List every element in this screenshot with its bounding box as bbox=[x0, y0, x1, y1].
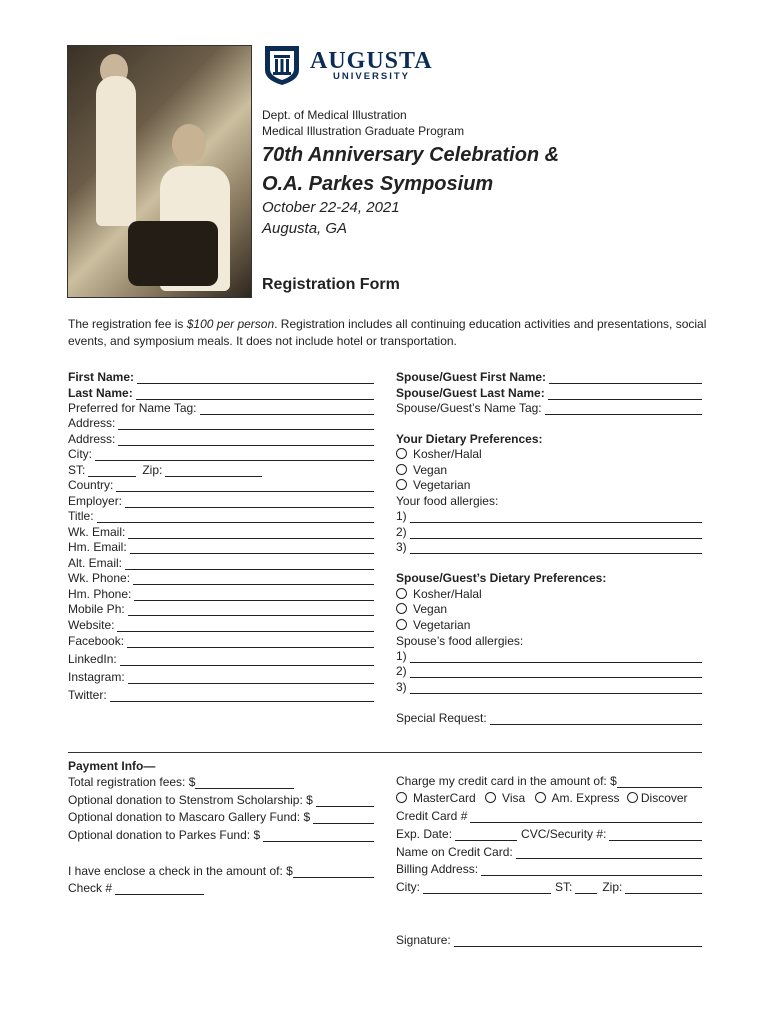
spouse-tag-label: Spouse/Guest’s Name Tag: bbox=[396, 401, 542, 415]
spouse-allergies-label: Spouse’s food allergies: bbox=[396, 634, 524, 648]
title-line-1: 70th Anniversary Celebration & bbox=[262, 144, 560, 166]
spouse-diet-heading: Spouse/Guest’s Dietary Preferences: bbox=[396, 571, 607, 585]
radio-icon bbox=[396, 479, 407, 490]
spouse-diet-vegetarian-radio[interactable] bbox=[396, 618, 470, 632]
parkes-field[interactable] bbox=[68, 828, 374, 842]
diet-vegetarian-label: Vegetarian bbox=[413, 478, 471, 492]
intro-before: The registration fee is bbox=[68, 317, 187, 331]
country-label: Country: bbox=[68, 478, 114, 492]
intro-after: . Registration includes all continuing education activities and presentations, social events, and symposium meals. It does not include hotel or transportation. bbox=[68, 317, 707, 348]
allergy-3-field[interactable] bbox=[396, 540, 702, 554]
title-label: Title: bbox=[68, 509, 94, 523]
employer-label: Employer: bbox=[68, 494, 123, 508]
visa-label: Visa bbox=[502, 791, 526, 805]
special-request-label: Special Request: bbox=[396, 711, 487, 725]
linkedin-field[interactable] bbox=[68, 652, 374, 666]
wk-email-field[interactable] bbox=[68, 525, 374, 539]
first-name-field[interactable] bbox=[68, 370, 374, 384]
spouse-first-label: Spouse/Guest First Name: bbox=[396, 370, 547, 384]
spouse-last-field[interactable] bbox=[396, 386, 702, 400]
instagram-label: Instagram: bbox=[68, 670, 125, 684]
discover-label: Discover bbox=[640, 791, 688, 805]
spouse-allergy-3-field[interactable] bbox=[396, 680, 702, 694]
billing-address-field[interactable] bbox=[396, 862, 702, 876]
spouse-allergy-1-field[interactable] bbox=[396, 649, 702, 663]
radio-icon bbox=[396, 619, 407, 630]
spouse-allergy-2-label: 2) bbox=[396, 664, 407, 678]
st-label: ST: bbox=[68, 463, 86, 477]
name-tag-field[interactable] bbox=[68, 401, 374, 415]
radio-icon bbox=[535, 792, 546, 803]
visa-radio[interactable] bbox=[485, 791, 525, 805]
credit-card-number-field[interactable] bbox=[396, 809, 702, 823]
section-divider bbox=[68, 752, 702, 753]
exp-date-label: Exp. Date: bbox=[396, 827, 453, 841]
diet-kosher-radio[interactable] bbox=[396, 447, 482, 461]
name-on-card-field[interactable] bbox=[396, 845, 702, 859]
spouse-diet-vegetarian-label: Vegetarian bbox=[413, 618, 471, 632]
employer-field[interactable] bbox=[68, 494, 374, 508]
signature-field[interactable] bbox=[396, 933, 702, 947]
website-label: Website: bbox=[68, 618, 115, 632]
hm-email-label: Hm. Email: bbox=[68, 540, 127, 554]
check-amount-field[interactable] bbox=[68, 864, 374, 878]
dept-name: Dept. of Medical Illustration bbox=[262, 108, 407, 122]
diet-vegetarian-radio[interactable] bbox=[396, 478, 470, 492]
alt-email-label: Alt. Email: bbox=[68, 556, 123, 570]
facebook-field[interactable] bbox=[68, 634, 374, 648]
address2-field[interactable] bbox=[68, 432, 374, 446]
first-name-label: First Name: bbox=[68, 370, 135, 384]
augusta-shield-logo bbox=[263, 44, 301, 86]
title-field[interactable] bbox=[68, 509, 374, 523]
form-title: Registration Form bbox=[262, 276, 400, 293]
allergy-2-field[interactable] bbox=[396, 525, 702, 539]
spouse-diet-kosher-label: Kosher/Halal bbox=[413, 587, 482, 601]
mobile-label: Mobile Ph: bbox=[68, 602, 125, 616]
total-fees-field[interactable] bbox=[68, 775, 294, 789]
charge-amount-label: Charge my credit card in the amount of: $ bbox=[396, 774, 617, 788]
spouse-diet-vegan-label: Vegan bbox=[413, 602, 448, 616]
payment-heading: Payment Info— bbox=[68, 759, 156, 773]
allergy-1-label: 1) bbox=[396, 509, 407, 523]
signature-label: Signature: bbox=[396, 933, 451, 947]
mobile-field[interactable] bbox=[68, 602, 374, 616]
zip-label: Zip: bbox=[142, 463, 163, 477]
website-field[interactable] bbox=[68, 618, 374, 632]
linkedin-label: LinkedIn: bbox=[68, 652, 117, 666]
wk-email-label: Wk. Email: bbox=[68, 525, 126, 539]
program-name: Medical Illustration Graduate Program bbox=[262, 124, 465, 138]
allergies-label: Your food allergies: bbox=[396, 494, 499, 508]
amex-label: Am. Express bbox=[551, 791, 620, 805]
stenstrom-label: Optional donation to Stenstrom Scholarship: $ bbox=[68, 793, 313, 807]
spouse-allergy-2-field[interactable] bbox=[396, 664, 702, 678]
historic-photo bbox=[67, 45, 252, 298]
diet-vegan-label: Vegan bbox=[413, 463, 448, 477]
mastercard-label: MasterCard bbox=[413, 791, 476, 805]
spouse-first-field[interactable] bbox=[396, 370, 702, 384]
exp-cvc-field[interactable] bbox=[396, 827, 702, 841]
spouse-allergy-1-label: 1) bbox=[396, 649, 407, 663]
radio-icon bbox=[396, 603, 407, 614]
spouse-last-label: Spouse/Guest Last Name: bbox=[396, 386, 545, 400]
check-number-label: Check # bbox=[68, 881, 113, 895]
instagram-field[interactable] bbox=[68, 670, 374, 684]
radio-icon bbox=[396, 464, 407, 475]
billing-st-label: ST: bbox=[555, 880, 573, 894]
intro-fee: $100 per person bbox=[186, 317, 275, 331]
diet-heading: Your Dietary Preferences: bbox=[396, 432, 543, 446]
dept-block bbox=[262, 107, 464, 139]
mascaro-field[interactable] bbox=[68, 810, 374, 824]
billing-city-label: City: bbox=[396, 880, 420, 894]
spouse-allergy-3-label: 3) bbox=[396, 680, 407, 694]
allergy-1-field[interactable] bbox=[396, 509, 702, 523]
hm-email-field[interactable] bbox=[68, 540, 374, 554]
check-number-field[interactable] bbox=[68, 881, 204, 895]
last-name-field[interactable] bbox=[68, 386, 374, 400]
brand-sub: UNIVERSITY bbox=[333, 71, 411, 82]
stenstrom-field[interactable] bbox=[68, 793, 374, 807]
check-amount-label: I have enclose a check in the amount of: $ bbox=[68, 864, 293, 878]
wk-phone-label: Wk. Phone: bbox=[68, 571, 131, 585]
last-name-label: Last Name: bbox=[68, 386, 133, 400]
discover-radio[interactable] bbox=[627, 791, 688, 805]
address1-field[interactable] bbox=[68, 416, 374, 430]
radio-icon bbox=[396, 792, 407, 803]
twitter-label: Twitter: bbox=[68, 688, 107, 702]
cvc-label: CVC/Security #: bbox=[521, 827, 607, 841]
billing-city-st-zip-field[interactable] bbox=[396, 880, 702, 894]
event-date-location bbox=[262, 197, 400, 239]
hm-phone-label: Hm. Phone: bbox=[68, 587, 132, 601]
allergy-3-label: 3) bbox=[396, 540, 407, 554]
diet-vegan-radio[interactable] bbox=[396, 463, 447, 477]
alt-email-field[interactable] bbox=[68, 556, 374, 570]
radio-icon bbox=[396, 448, 407, 459]
total-fees-label: Total registration fees: $ bbox=[68, 775, 196, 789]
address2-label: Address: bbox=[68, 432, 116, 446]
charge-amount-field[interactable] bbox=[396, 774, 702, 788]
city-label: City: bbox=[68, 447, 92, 461]
country-field[interactable] bbox=[68, 478, 374, 492]
event-title bbox=[262, 141, 559, 199]
event-date: October 22-24, 2021 bbox=[262, 199, 400, 216]
city-field[interactable] bbox=[68, 447, 374, 461]
amex-radio[interactable] bbox=[535, 791, 620, 805]
twitter-field[interactable] bbox=[68, 688, 374, 702]
wk-phone-field[interactable] bbox=[68, 571, 374, 585]
title-line-2: O.A. Parkes Symposium bbox=[262, 173, 494, 195]
facebook-label: Facebook: bbox=[68, 634, 125, 648]
intro-text bbox=[68, 316, 708, 350]
st-zip-field[interactable] bbox=[68, 463, 262, 477]
radio-icon bbox=[396, 588, 407, 599]
billing-address-label: Billing Address: bbox=[396, 862, 479, 876]
mascaro-label: Optional donation to Mascaro Gallery Fund: $ bbox=[68, 810, 311, 824]
address1-label: Address: bbox=[68, 416, 116, 430]
spouse-diet-vegan-radio[interactable] bbox=[396, 602, 447, 616]
radio-icon bbox=[485, 792, 496, 803]
parkes-label: Optional donation to Parkes Fund: $ bbox=[68, 828, 261, 842]
brand-name: AUGUSTA bbox=[310, 48, 433, 74]
spouse-tag-field[interactable] bbox=[396, 401, 702, 415]
special-request-field[interactable] bbox=[396, 711, 702, 725]
spouse-diet-kosher-radio[interactable] bbox=[396, 587, 482, 601]
radio-icon bbox=[627, 792, 638, 803]
credit-card-number-label: Credit Card # bbox=[396, 809, 468, 823]
diet-kosher-label: Kosher/Halal bbox=[413, 447, 482, 461]
billing-zip-label: Zip: bbox=[602, 880, 623, 894]
name-on-card-label: Name on Credit Card: bbox=[396, 845, 513, 859]
card-type-options bbox=[396, 791, 688, 805]
name-tag-label: Preferred for Name Tag: bbox=[68, 401, 197, 415]
event-location: Augusta, GA bbox=[262, 220, 348, 237]
allergy-2-label: 2) bbox=[396, 525, 407, 539]
hm-phone-field[interactable] bbox=[68, 587, 374, 601]
mastercard-radio[interactable] bbox=[396, 791, 476, 805]
